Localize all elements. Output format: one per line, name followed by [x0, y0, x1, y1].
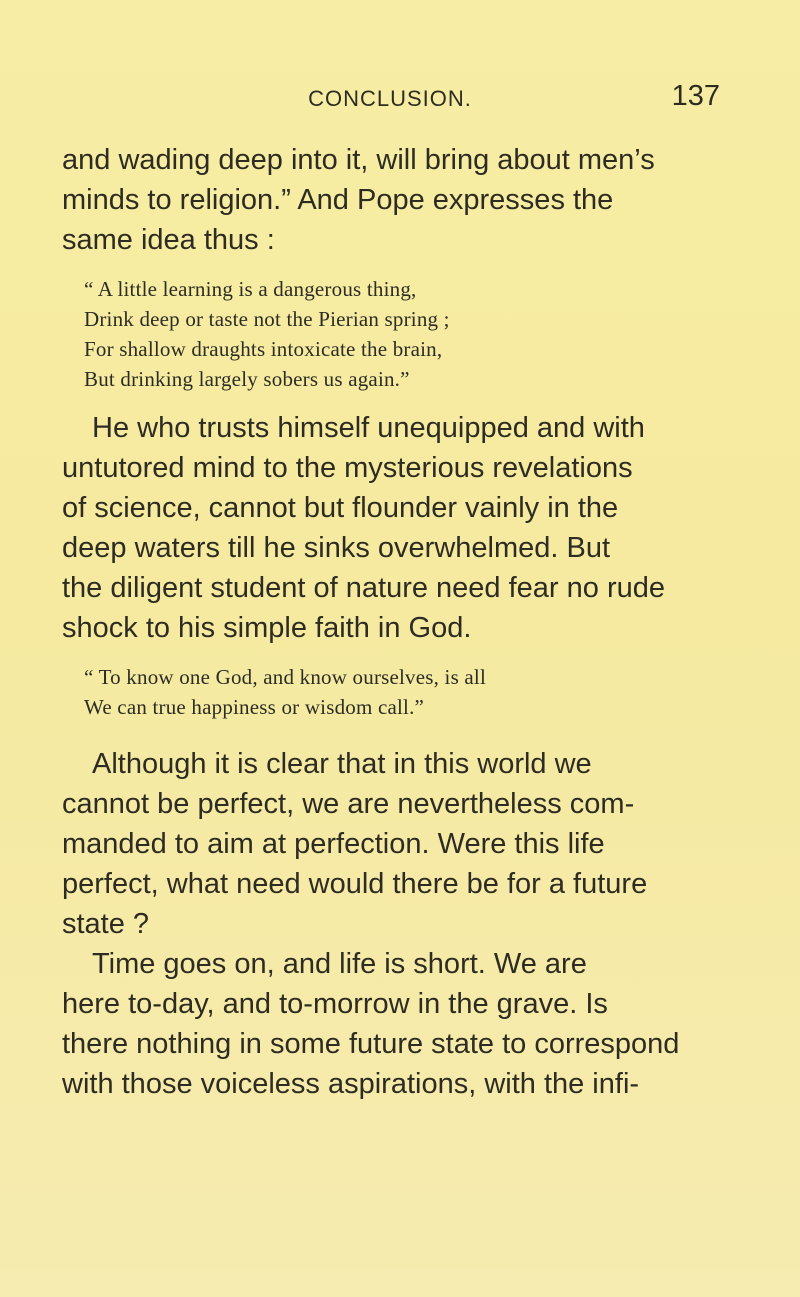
- verse-line: “ A little learning is a dangerous thing,: [84, 277, 417, 301]
- text-line: untutored mind to the mysterious revelations: [62, 452, 633, 484]
- verse-quote-2: [84, 662, 716, 722]
- text-line: of science, cannot but flounder vainly in the: [62, 492, 619, 524]
- running-head: CONCLUSION.: [308, 86, 472, 111]
- verse-line: For shallow draughts intoxicate the brain,: [84, 337, 443, 361]
- paragraph-3: [62, 744, 716, 944]
- verse-line: But drinking largely sobers us again.”: [84, 367, 410, 391]
- text-line: cannot be perfect, we are nevertheless com-: [62, 788, 635, 820]
- page-header: [60, 80, 720, 126]
- text-line: state ?: [62, 908, 150, 940]
- paragraph-4: [62, 944, 716, 1104]
- text-line: manded to aim at perfection. Were this life: [62, 828, 605, 860]
- text-line: shock to his simple faith in God.: [62, 612, 472, 644]
- text-line: He who trusts himself unequipped and with: [92, 412, 645, 444]
- text-line: minds to religion.” And Pope expresses the: [62, 184, 614, 216]
- text-line: there nothing in some future state to correspond: [62, 1028, 680, 1060]
- text-line: the diligent student of nature need fear no rude: [62, 572, 665, 604]
- paragraph-2: [62, 408, 716, 648]
- verse-line: “ To know one God, and know ourselves, is all: [84, 665, 487, 689]
- text-line: deep waters till he sinks overwhelmed. But: [62, 532, 611, 564]
- text-line: with those voiceless aspirations, with the infi-: [62, 1068, 640, 1100]
- paragraph-1: [62, 140, 716, 260]
- text-line: Although it is clear that in this world we: [92, 748, 592, 780]
- text-line: and wading deep into it, will bring about men’s: [62, 144, 655, 176]
- verse-line: We can true happiness or wisdom call.”: [84, 695, 425, 719]
- verse-quote-1: [84, 274, 716, 394]
- text-line: Time goes on, and life is short. We are: [92, 948, 587, 980]
- text-line: here to-day, and to-morrow in the grave. Is: [62, 988, 608, 1020]
- text-line: perfect, what need would there be for a future: [62, 868, 648, 900]
- text-line: same idea thus :: [62, 224, 275, 256]
- page-body: [62, 140, 716, 1104]
- verse-line: Drink deep or taste not the Pierian spring ;: [84, 307, 450, 331]
- page-number: 137: [671, 80, 720, 112]
